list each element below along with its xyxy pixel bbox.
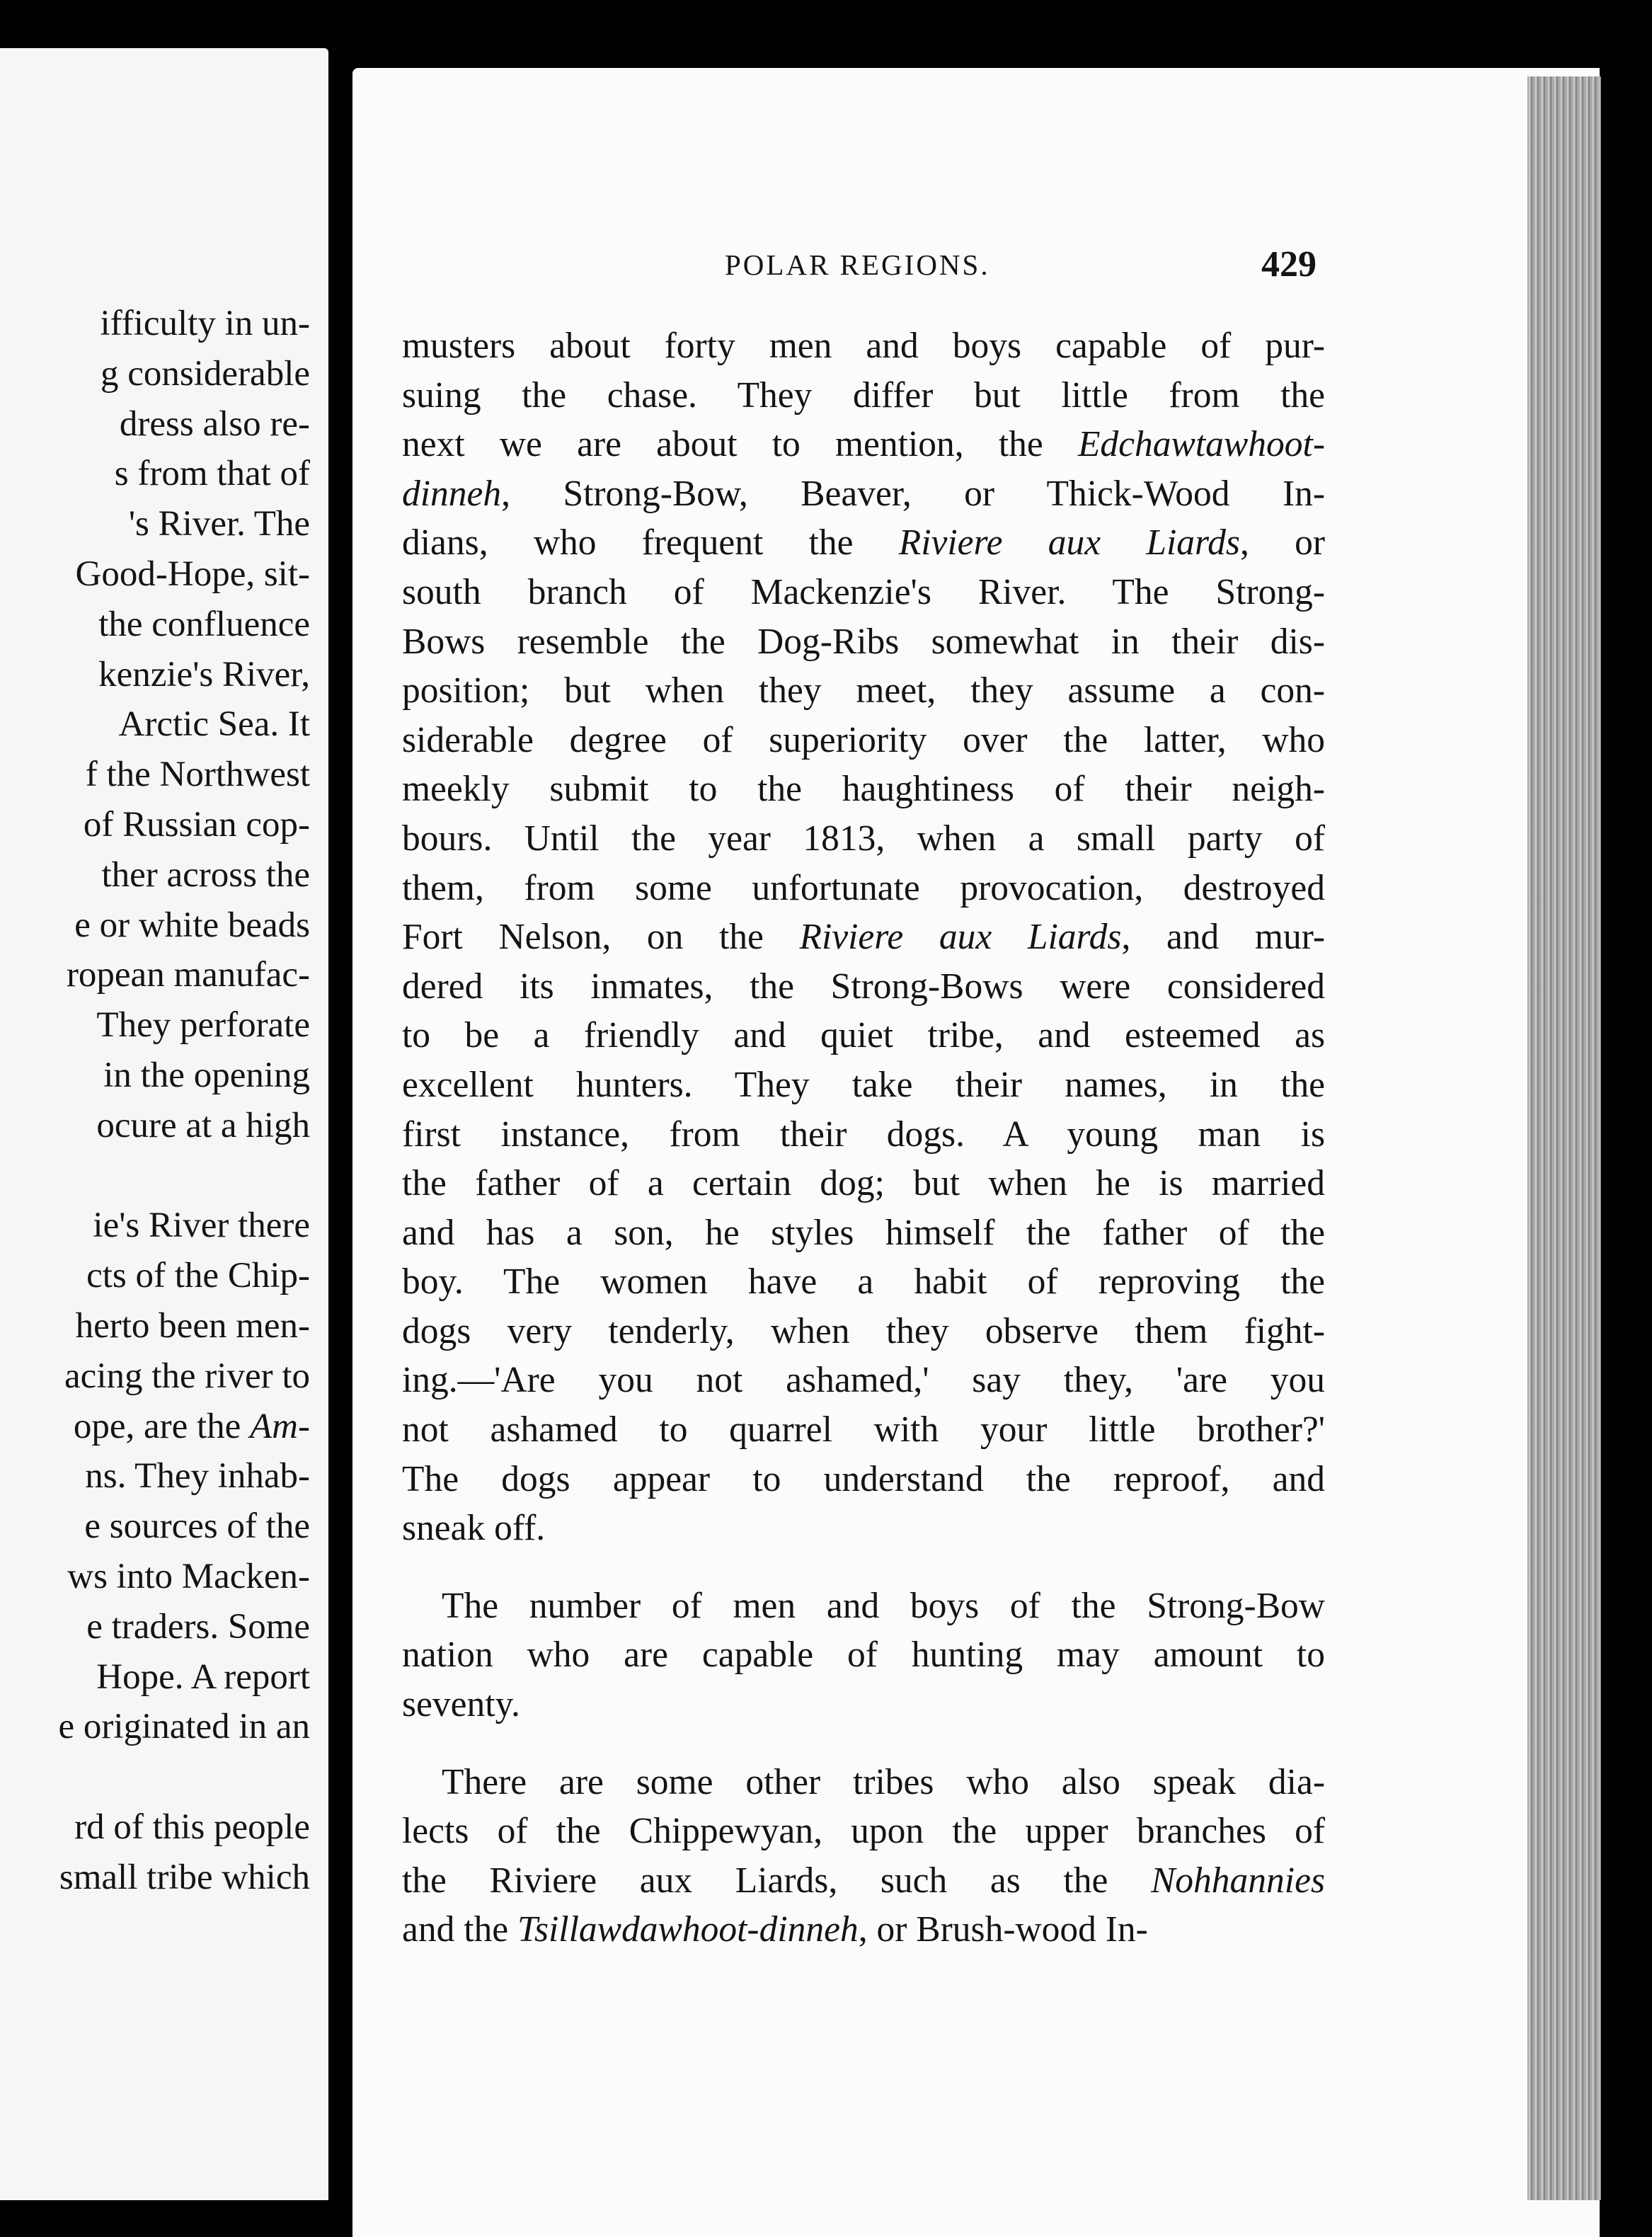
- left-page-line: cts of the Chip-: [86, 1256, 310, 1296]
- text-line: excellent hunters. They take their names, in the: [402, 1064, 1325, 1105]
- paragraph-1: [402, 321, 1325, 1553]
- left-page-line: e originated in an: [58, 1707, 310, 1747]
- text-line: bours. Until the year 1813, when a small party of: [402, 818, 1325, 859]
- left-page-line: e sources of the: [84, 1506, 310, 1547]
- left-page-line: [0, 1752, 310, 1802]
- text-line: The number of men and boys of the Strong-Bow: [442, 1585, 1325, 1626]
- text-line: dinneh, Strong-Bow, Beaver, or Thick-Wood In-: [402, 473, 1325, 514]
- left-page-text: [0, 299, 310, 1903]
- page-edge: [1527, 76, 1601, 2200]
- text-line: siderable degree of superiority over the latter, who: [402, 719, 1325, 760]
- left-page-line: acing the river to: [64, 1356, 310, 1396]
- left-page-line: rd of this people: [74, 1807, 310, 1847]
- left-page-line: ie's River there: [93, 1206, 310, 1246]
- text-line: position; but when they meet, they assume a con-: [402, 670, 1325, 711]
- text-line: nation who are capable of hunting may amount to: [402, 1635, 1325, 1676]
- text-line: first instance, from their dogs. A young man is: [402, 1114, 1325, 1155]
- text-line: lects of the Chippewyan, upon the upper branches of: [402, 1811, 1325, 1852]
- left-page-line: ns. They inhab-: [85, 1456, 310, 1497]
- text-line: The dogs appear to understand the reproof, and: [402, 1458, 1325, 1499]
- left-page-line: ther across the: [101, 854, 310, 895]
- text-line: suing the chase. They differ but little from the: [402, 374, 1325, 416]
- left-page-line: the confluence: [98, 604, 310, 644]
- left-page-line: s from that of: [114, 454, 310, 494]
- text-line: and the Tsillawdawhoot-dinneh, or Brush-wood In-: [402, 1909, 1148, 1950]
- left-page-line: Arctic Sea. It: [118, 704, 310, 745]
- left-page-line: e traders. Some: [86, 1606, 310, 1647]
- page-number: 429: [1261, 244, 1317, 285]
- left-page-line: e or white beads: [74, 905, 310, 945]
- left-page-line: Good-Hope, sit-: [75, 554, 310, 594]
- text-line: the father of a certain dog; but when he is married: [402, 1163, 1325, 1204]
- left-page-line: ocure at a high: [96, 1105, 310, 1145]
- text-line: them, from some unfortunate provocation, destroyed: [402, 867, 1325, 908]
- left-page-line: in the opening: [103, 1055, 310, 1095]
- text-line: dered its inmates, the Strong-Bows were considered: [402, 966, 1325, 1007]
- text-line: not ashamed to quarrel with your little brother?': [402, 1409, 1325, 1451]
- text-line: ing.—'Are you not ashamed,' say they, 'are you: [402, 1360, 1325, 1401]
- paragraph-2: [402, 1581, 1325, 1729]
- text-line: Bows resemble the Dog-Ribs somewhat in their dis-: [402, 621, 1325, 662]
- left-page: [0, 48, 328, 2200]
- body-text: [402, 321, 1325, 1955]
- left-page-line: They perforate: [96, 1005, 310, 1046]
- left-page-line: 's River. The: [128, 504, 310, 544]
- left-page-line: kenzie's River,: [98, 654, 310, 694]
- text-line: sneak off.: [402, 1508, 546, 1549]
- text-line: boy. The women have a habit of reproving the: [402, 1261, 1325, 1303]
- left-page-line: Hope. A report: [96, 1657, 310, 1697]
- left-page-line: dress also re-: [119, 404, 310, 444]
- left-page-line: ifficulty in un-: [100, 304, 310, 343]
- text-line: dians, who frequent the Riviere aux Liards, or: [402, 522, 1325, 563]
- running-title: POLAR REGIONS.: [725, 248, 990, 281]
- text-line: musters about forty men and boys capable of pur-: [402, 326, 1325, 366]
- text-line: next we are about to mention, the Edchawtawhoot-: [402, 424, 1325, 465]
- left-page-line: g considerable: [101, 353, 310, 394]
- text-line: to be a friendly and quiet tribe, and esteemed as: [402, 1015, 1325, 1056]
- text-line: seventy.: [402, 1684, 520, 1725]
- text-line: There are some other tribes who also speak dia-: [442, 1761, 1325, 1802]
- left-page-line: f the Northwest: [85, 755, 310, 795]
- text-line: south branch of Mackenzie's River. The Strong-: [402, 571, 1325, 612]
- left-page-line: ope, are the Am-: [73, 1406, 310, 1446]
- paragraph-3: [402, 1758, 1325, 1955]
- left-page-line: small tribe which: [59, 1857, 310, 1897]
- left-page-line: ropean manufac-: [66, 955, 310, 995]
- text-line: the Riviere aux Liards, such as the Nohhannies: [402, 1860, 1325, 1901]
- text-line: meekly submit to the haughtiness of their neigh-: [402, 769, 1325, 810]
- left-page-line: ws into Macken-: [67, 1556, 310, 1596]
- text-line: dogs very tenderly, when they observe them fight-: [402, 1310, 1325, 1351]
- left-page-line: of Russian cop-: [83, 804, 310, 845]
- text-line: Fort Nelson, on the Riviere aux Liards, and mur-: [402, 917, 1325, 958]
- text-line: and has a son, he styles himself the father of the: [402, 1212, 1325, 1253]
- left-page-line: [0, 1151, 310, 1201]
- left-page-line: herto been men-: [75, 1305, 310, 1346]
